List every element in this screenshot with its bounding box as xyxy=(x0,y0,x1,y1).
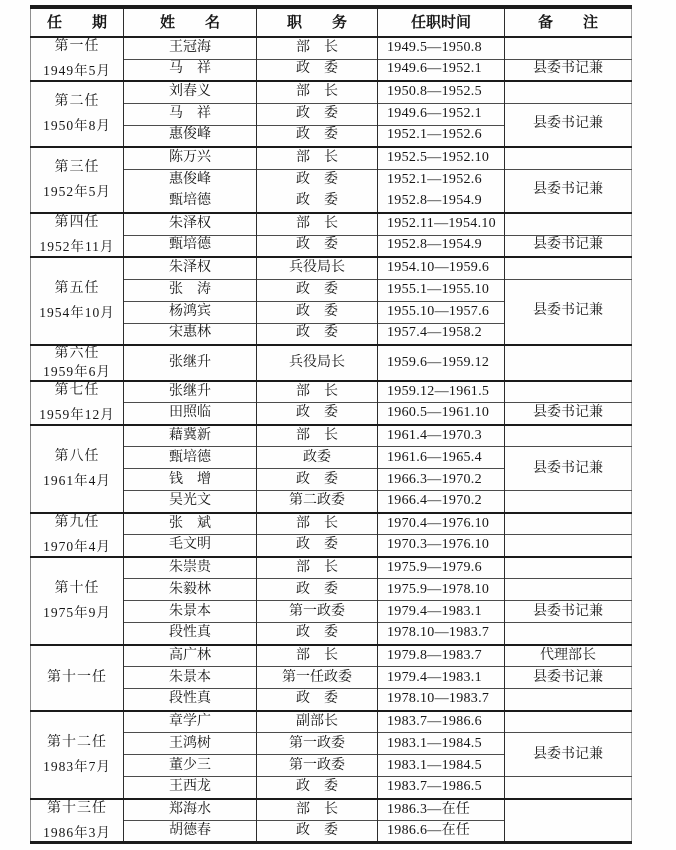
name-cell: 章学广 xyxy=(124,711,257,733)
position-cell: 第一政委 xyxy=(257,601,378,623)
name-cell: 甄培德 xyxy=(124,191,257,213)
position-cell: 政 委 xyxy=(257,323,378,345)
position-cell: 政 委 xyxy=(257,235,378,257)
column-header-term: 任 期 xyxy=(31,7,124,37)
position-cell: 部 长 xyxy=(257,213,378,235)
position-cell: 政 委 xyxy=(257,125,378,147)
time-cell: 1975.9—1978.10 xyxy=(378,579,505,601)
time-cell: 1952.5—1952.10 xyxy=(378,147,505,169)
name-cell: 毛文明 xyxy=(124,535,257,557)
term-label: 第二任 xyxy=(54,94,100,109)
time-cell: 1957.4—1958.2 xyxy=(378,323,505,345)
time-cell: 1978.10—1983.7 xyxy=(378,623,505,645)
term-start-date: 1959年12月 xyxy=(39,406,115,422)
remark-cell xyxy=(505,257,632,279)
position-cell: 兵役局长 xyxy=(257,257,378,279)
time-cell: 1983.1—1984.5 xyxy=(378,733,505,755)
officers-roster-table xyxy=(30,5,632,844)
position-cell: 部 长 xyxy=(257,513,378,535)
remark-cell xyxy=(505,623,632,645)
term-start-date: 1952年11月 xyxy=(39,238,115,254)
position-cell: 政 委 xyxy=(257,169,378,191)
position-cell: 政 委 xyxy=(257,689,378,711)
remark-cell: 县委书记兼 xyxy=(505,169,632,213)
column-header-position: 职 务 xyxy=(257,7,378,37)
table-row xyxy=(31,147,632,169)
remark-cell: 县委书记兼 xyxy=(505,667,632,689)
time-cell: 1952.1—1952.6 xyxy=(378,125,505,147)
name-cell: 钱 增 xyxy=(124,469,257,491)
remark-cell: 县委书记兼 xyxy=(505,103,632,147)
term-cell xyxy=(31,557,124,645)
time-cell: 1983.7—1986.6 xyxy=(378,711,505,733)
remark-cell: 县委书记兼 xyxy=(505,601,632,623)
remark-cell xyxy=(505,37,632,59)
remark-cell xyxy=(505,535,632,557)
remark-cell: 县委书记兼 xyxy=(505,733,632,777)
column-header-time: 任职时间 xyxy=(378,7,505,37)
name-cell: 王鸿树 xyxy=(124,733,257,755)
position-cell: 政委 xyxy=(257,447,378,469)
name-cell: 王冠海 xyxy=(124,37,257,59)
name-cell: 朱崇贵 xyxy=(124,557,257,579)
term-cell xyxy=(31,711,124,799)
term-label: 第三任 xyxy=(54,160,100,175)
term-start-date: 1954年10月 xyxy=(39,304,115,320)
name-cell: 陈万兴 xyxy=(124,147,257,169)
remark-cell: 县委书记兼 xyxy=(505,59,632,81)
position-cell: 第一政委 xyxy=(257,755,378,777)
table-row xyxy=(31,645,632,667)
name-cell: 郑海水 xyxy=(124,799,257,821)
name-cell: 甄培德 xyxy=(124,447,257,469)
name-cell: 朱景本 xyxy=(124,601,257,623)
term-cell xyxy=(31,37,124,81)
table-row xyxy=(31,37,632,59)
time-cell: 1966.3—1970.2 xyxy=(378,469,505,491)
position-cell: 政 委 xyxy=(257,579,378,601)
position-cell: 政 委 xyxy=(257,403,378,425)
name-cell: 张继升 xyxy=(124,345,257,381)
name-cell: 宋惠林 xyxy=(124,323,257,345)
name-cell: 段性真 xyxy=(124,689,257,711)
name-cell: 甄培德 xyxy=(124,235,257,257)
table-row xyxy=(31,557,632,579)
term-label: 第十三任 xyxy=(47,800,107,816)
term-start-date: 1961年4月 xyxy=(43,472,111,488)
column-header-remark: 备 注 xyxy=(505,7,632,37)
position-cell: 兵役局长 xyxy=(257,345,378,381)
position-cell: 副部长 xyxy=(257,711,378,733)
term-cell xyxy=(31,257,124,345)
time-cell: 1986.3—在任 xyxy=(378,799,505,821)
term-start-date: 1952年5月 xyxy=(43,183,111,199)
remark-cell xyxy=(505,381,632,403)
remark-cell xyxy=(505,711,632,733)
name-cell: 高广林 xyxy=(124,645,257,667)
term-start-date: 1970年4月 xyxy=(43,538,111,554)
table-row xyxy=(31,257,632,279)
name-cell: 董少三 xyxy=(124,755,257,777)
time-cell: 1966.4—1970.2 xyxy=(378,491,505,513)
term-start-date: 1950年8月 xyxy=(43,117,111,133)
remark-cell: 县委书记兼 xyxy=(505,447,632,491)
time-cell: 1955.1—1955.10 xyxy=(378,279,505,301)
term-label: 第七任 xyxy=(54,382,100,398)
term-label: 第六任 xyxy=(54,346,100,361)
remark-cell xyxy=(505,579,632,601)
time-cell: 1983.7—1986.5 xyxy=(378,777,505,799)
remark-cell xyxy=(505,213,632,235)
name-cell: 朱毅林 xyxy=(124,579,257,601)
remark-cell xyxy=(505,81,632,103)
term-label: 第五任 xyxy=(54,281,100,296)
term-start-date: 1986年3月 xyxy=(43,824,111,840)
position-cell: 政 委 xyxy=(257,103,378,125)
remark-cell: 县委书记兼 xyxy=(505,403,632,425)
header-row xyxy=(31,7,632,37)
time-cell: 1952.11—1954.10 xyxy=(378,213,505,235)
time-cell: 1983.1—1984.5 xyxy=(378,755,505,777)
term-start-date: 1959年6月 xyxy=(43,363,111,379)
position-cell: 部 长 xyxy=(257,37,378,59)
time-cell: 1952.1—1952.6 xyxy=(378,169,505,191)
time-cell: 1986.6—在任 xyxy=(378,821,505,843)
term-cell xyxy=(31,381,124,425)
position-cell: 部 长 xyxy=(257,557,378,579)
position-cell: 部 长 xyxy=(257,425,378,447)
term-label: 第十一任 xyxy=(47,669,107,685)
name-cell: 田照临 xyxy=(124,403,257,425)
remark-cell: 县委书记兼 xyxy=(505,235,632,257)
position-cell: 政 委 xyxy=(257,469,378,491)
name-cell: 惠俊峰 xyxy=(124,169,257,191)
position-cell: 政 委 xyxy=(257,535,378,557)
name-cell: 朱景本 xyxy=(124,667,257,689)
remark-cell xyxy=(505,425,632,447)
table-row xyxy=(31,345,632,381)
term-label: 第一任 xyxy=(54,39,100,54)
table-row xyxy=(31,213,632,235)
remark-cell xyxy=(505,689,632,711)
position-cell: 部 长 xyxy=(257,147,378,169)
time-cell: 1959.6—1959.12 xyxy=(378,345,505,381)
name-cell: 惠俊峰 xyxy=(124,125,257,147)
table-header xyxy=(31,7,632,37)
time-cell: 1961.6—1965.4 xyxy=(378,447,505,469)
time-cell: 1975.9—1979.6 xyxy=(378,557,505,579)
name-cell: 杨鸿宾 xyxy=(124,301,257,323)
position-cell: 部 长 xyxy=(257,799,378,821)
term-cell xyxy=(31,213,124,257)
table-row xyxy=(31,513,632,535)
table-row xyxy=(31,799,632,821)
term-cell xyxy=(31,513,124,557)
time-cell: 1970.3—1976.10 xyxy=(378,535,505,557)
time-cell: 1949.6—1952.1 xyxy=(378,59,505,81)
position-cell: 政 委 xyxy=(257,59,378,81)
position-cell: 第二政委 xyxy=(257,491,378,513)
position-cell: 部 长 xyxy=(257,645,378,667)
term-label: 第九任 xyxy=(54,514,100,530)
term-label: 第十二任 xyxy=(47,734,107,750)
remark-cell xyxy=(505,777,632,799)
position-cell: 政 委 xyxy=(257,191,378,213)
name-cell: 胡德春 xyxy=(124,821,257,843)
table-row xyxy=(31,381,632,403)
position-cell: 政 委 xyxy=(257,623,378,645)
term-cell xyxy=(31,345,124,381)
time-cell: 1970.4—1976.10 xyxy=(378,513,505,535)
name-cell: 张继升 xyxy=(124,381,257,403)
term-cell xyxy=(31,81,124,147)
time-cell: 1979.4—1983.1 xyxy=(378,667,505,689)
name-cell: 藉冀新 xyxy=(124,425,257,447)
name-cell: 朱泽权 xyxy=(124,213,257,235)
term-cell xyxy=(31,799,124,843)
position-cell: 部 长 xyxy=(257,81,378,103)
position-cell: 政 委 xyxy=(257,301,378,323)
term-start-date: 1975年9月 xyxy=(43,604,111,620)
term-cell xyxy=(31,645,124,711)
table-body xyxy=(31,37,632,843)
name-cell: 王西龙 xyxy=(124,777,257,799)
term-start-date: 1949年5月 xyxy=(43,62,111,78)
remark-cell xyxy=(505,799,632,843)
remark-cell: 代理部长 xyxy=(505,645,632,667)
time-cell: 1978.10—1983.7 xyxy=(378,689,505,711)
table-row xyxy=(31,425,632,447)
position-cell: 第一政委 xyxy=(257,733,378,755)
remark-cell xyxy=(505,513,632,535)
time-cell: 1954.10—1959.6 xyxy=(378,257,505,279)
time-cell: 1979.8—1983.7 xyxy=(378,645,505,667)
table-row xyxy=(31,711,632,733)
term-start-date: 1983年7月 xyxy=(43,758,111,774)
time-cell: 1979.4—1983.1 xyxy=(378,601,505,623)
time-cell: 1959.12—1961.5 xyxy=(378,381,505,403)
term-cell xyxy=(31,147,124,213)
time-cell: 1949.5—1950.8 xyxy=(378,37,505,59)
time-cell: 1955.10—1957.6 xyxy=(378,301,505,323)
name-cell: 吴光文 xyxy=(124,491,257,513)
term-label: 第八任 xyxy=(54,448,100,464)
remark-cell: 县委书记兼 xyxy=(505,279,632,345)
time-cell: 1952.8—1954.9 xyxy=(378,235,505,257)
position-cell: 第一任政委 xyxy=(257,667,378,689)
table-row xyxy=(31,81,632,103)
name-cell: 马 祥 xyxy=(124,59,257,81)
time-cell: 1961.4—1970.3 xyxy=(378,425,505,447)
name-cell: 朱泽权 xyxy=(124,257,257,279)
name-cell: 张 斌 xyxy=(124,513,257,535)
name-cell: 马 祥 xyxy=(124,103,257,125)
position-cell: 政 委 xyxy=(257,279,378,301)
position-cell: 政 委 xyxy=(257,777,378,799)
time-cell: 1960.5—1961.10 xyxy=(378,403,505,425)
name-cell: 刘春义 xyxy=(124,81,257,103)
time-cell: 1949.6—1952.1 xyxy=(378,103,505,125)
term-label: 第十任 xyxy=(54,580,100,596)
remark-cell xyxy=(505,491,632,513)
time-cell: 1952.8—1954.9 xyxy=(378,191,505,213)
position-cell: 部 长 xyxy=(257,381,378,403)
term-label: 第四任 xyxy=(54,215,100,230)
term-cell xyxy=(31,425,124,513)
name-cell: 段性真 xyxy=(124,623,257,645)
position-cell: 政 委 xyxy=(257,821,378,843)
remark-cell xyxy=(505,557,632,579)
column-header-name: 姓 名 xyxy=(124,7,257,37)
remark-cell xyxy=(505,345,632,381)
name-cell: 张 涛 xyxy=(124,279,257,301)
remark-cell xyxy=(505,147,632,169)
time-cell: 1950.8—1952.5 xyxy=(378,81,505,103)
